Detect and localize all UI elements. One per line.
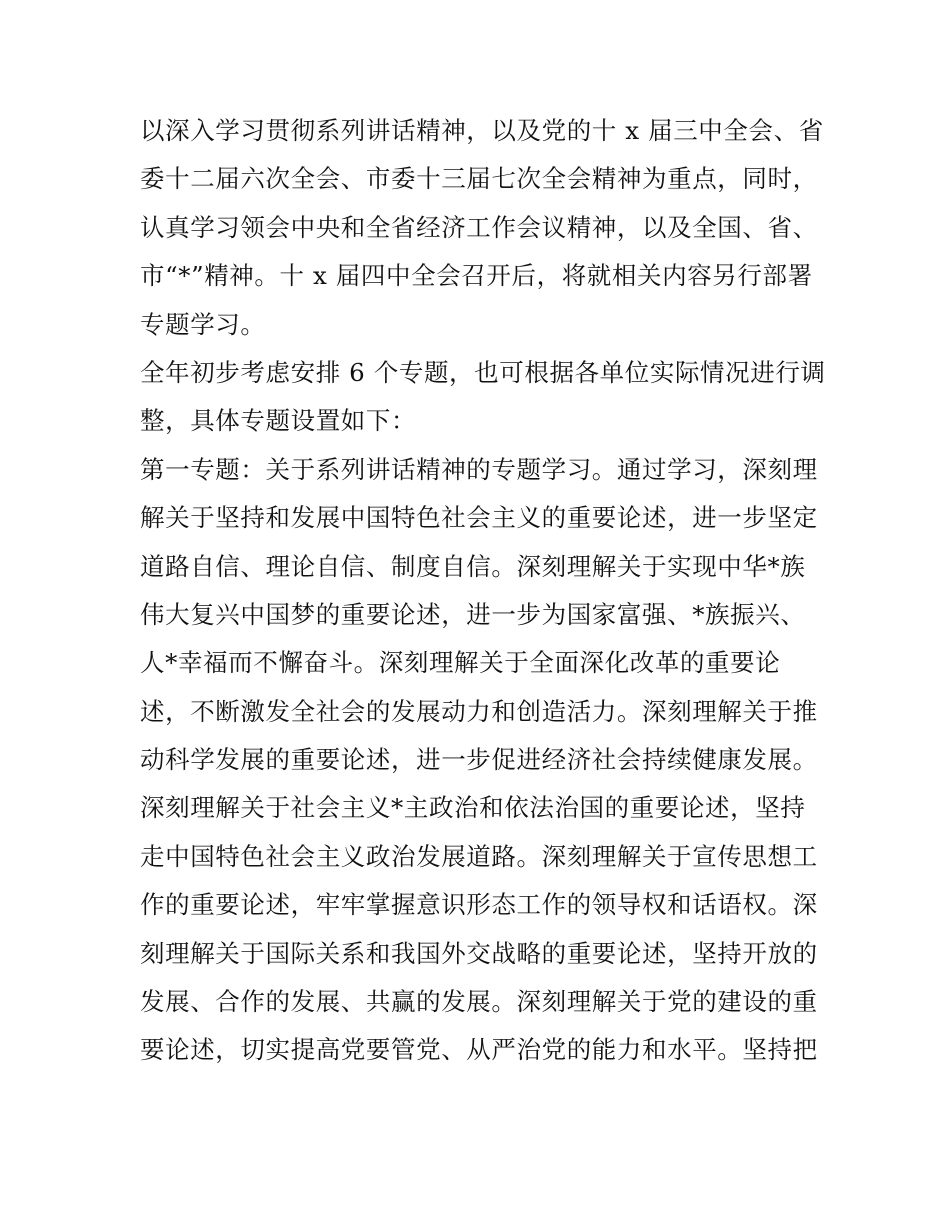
text-line: 以深入学习贯彻系列讲话精神，以及党的十 x 届三中全会、省 [140, 116, 824, 145]
text-line: 道路自信、理论自信、制度自信。深刻理解关于实现中华*族 [140, 551, 806, 581]
text-line: 整，具体专题设置如下： [140, 406, 417, 436]
text-line: 全年初步考虑安排 6 个专题，也可根据各单位实际情况进行调 [140, 357, 826, 387]
text-line: 人*幸福而不懈奋斗。深刻理解关于全面深化改革的重要论 [140, 648, 781, 678]
text-line: 解关于坚持和发展中国特色社会主义的重要论述，进一步坚定 [140, 503, 818, 533]
text-line: 作的重要论述，牢牢掌握意识形态工作的领导权和话语权。深 [140, 890, 818, 920]
text-line: 第一专题：关于系列讲话精神的专题学习。通过学习，深刻理 [140, 454, 818, 484]
text-line: 动科学发展的重要论述，进一步促进经济社会持续健康发展。 [140, 745, 818, 775]
text-line: 深刻理解关于社会主义*主政治和依法治国的重要论述，坚持 [140, 793, 806, 823]
text-line: 走中国特色社会主义政治发展道路。深刻理解关于宣传思想工 [140, 841, 818, 871]
text-line: 刻理解关于国际关系和我国外交战略的重要论述，坚持开放的 [140, 938, 818, 968]
text-line: 市“*”精神。十 x 届四中全会召开后，将就相关内容另行部署 [140, 261, 813, 291]
text-line: 认真学习领会中央和全省经济工作会议精神，以及全国、省、 [140, 212, 818, 242]
text-line: 伟大复兴中国梦的重要论述，进一步为国家富强、*族振兴、 [140, 599, 806, 629]
text-line: 专题学习。 [140, 309, 266, 339]
text-line: 述，不断激发全社会的发展动力和创造活力。深刻理解关于推 [140, 696, 818, 726]
text-line: 发展、合作的发展、共赢的发展。深刻理解关于党的建设的重 [140, 987, 818, 1017]
text-line: 要论述，切实提高党要管党、从严治党的能力和水平。坚持把 [140, 1035, 818, 1065]
body-text [140, 107, 830, 1075]
text-line: 委十二届六次全会、市委十三届七次全会精神为重点，同时， [140, 164, 818, 194]
